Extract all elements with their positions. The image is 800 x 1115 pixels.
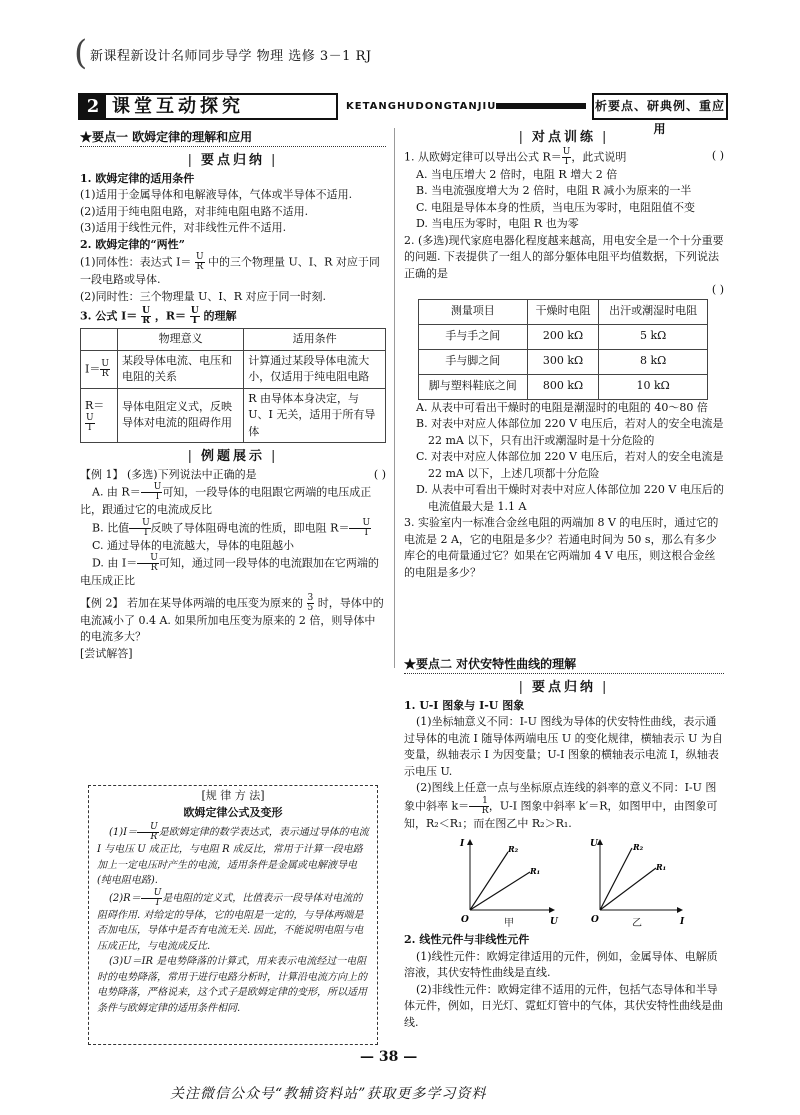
line-r1	[470, 872, 530, 910]
frac-den: I	[144, 527, 148, 538]
table-row	[81, 388, 386, 443]
iv-graphs-svg	[404, 834, 724, 932]
axis-label: I	[680, 917, 685, 927]
right-column-lower	[404, 655, 724, 1031]
q2-option-d: D. 从表中可看出干燥时对表中对应人体部位加 220 V 电压后的电流值最大是 1.1 A	[416, 483, 724, 513]
table-cell: 干燥时电阻	[527, 299, 599, 324]
frac-num: U	[137, 554, 159, 564]
method-item1	[97, 823, 369, 889]
s2-item1	[80, 253, 386, 289]
frac-num: 1	[469, 797, 489, 807]
q1-b: ，此式说明	[571, 150, 627, 163]
table-cell: 测量项目	[419, 299, 528, 324]
fraction-u-over-i	[190, 307, 200, 326]
opt-b-2: 反映了导体阻碍电流的性质，即电阻 R＝	[150, 521, 350, 534]
section-banner	[78, 93, 728, 136]
table-cell: 脚与塑料鞋底之间	[419, 374, 528, 399]
fraction-u-over-i	[141, 483, 163, 502]
s2-heading: 2. 欧姆定律的“两性”	[80, 237, 185, 251]
s2-item2: (2)同时性：三个物理量 U、I、R 对应于同一时刻.	[80, 289, 326, 303]
r1-item2-b: ，U-I 图象中斜率 k′＝R，如图甲中，由图象可知，R₂＜R₁；而在图乙中 R₂＞R₁.	[404, 799, 718, 830]
graphs	[404, 834, 724, 932]
method-tag: [规 律 方 法]	[201, 789, 265, 802]
banner-subtitle: 析要点、研典例、重应用	[592, 93, 728, 120]
table-row	[419, 324, 708, 349]
fraction-u-over-r	[137, 554, 159, 573]
r1-item2-a: (2)图线上任意一点与坐标原点连线的斜率的意义不同：I-U 图象中斜率 k＝	[404, 781, 717, 812]
frac-den: R	[196, 262, 204, 272]
fraction-u-over-r	[137, 823, 159, 842]
q1-text	[404, 148, 626, 167]
table-cell: 8 kΩ	[599, 349, 708, 374]
s2-item1-b: 中的三个物理量 U、I、R 对应于同一段电路或导体.	[80, 255, 380, 286]
opt-d-1: D. 由 I＝	[92, 556, 138, 570]
table-row	[419, 349, 708, 374]
frac-den: R	[101, 368, 109, 379]
table-cell: 10 kΩ	[599, 374, 708, 399]
footer-notice: 关注微信公众号“教辅资料站”获取更多学习资料	[170, 1086, 487, 1102]
caption-yi: 乙	[632, 918, 642, 929]
banner-left	[78, 93, 338, 120]
q1-a: 1. 从欧姆定律可以导出公式 R＝	[404, 150, 562, 163]
s3-c: 的理解	[203, 309, 237, 323]
r2-item2: (2)非线性元件：欧姆定律不适用的元件，包括气态导体和半导体元件，例如，日光灯、霓虹灯管中的气体，其伏安特性曲线是曲线.	[404, 982, 723, 1029]
example-box-title: | 例题展示 |	[80, 447, 386, 467]
fraction-u-over-i	[349, 519, 371, 538]
fraction-u-over-r	[195, 253, 205, 272]
s3-a: 3. 公式 I＝	[80, 309, 138, 323]
q1-paren: ( )	[711, 148, 724, 162]
frac-num: U	[195, 252, 204, 262]
q1-stem	[404, 148, 724, 167]
example2-b: 时，导体中的电流减小了 0.4 A. 如果所加电压变为原来的 2 倍，则导体中的电流多大？	[80, 596, 384, 643]
frac-num: 3	[307, 592, 314, 603]
m2-a: (2)R＝	[109, 892, 141, 904]
origin-label: O	[591, 915, 599, 925]
r1-item2	[404, 780, 724, 832]
line-label: R₂	[508, 844, 519, 854]
table-cell	[81, 329, 118, 351]
table-cell: 手与脚之间	[419, 349, 528, 374]
frac-num: U	[137, 823, 159, 833]
line-label: R₁	[530, 866, 541, 876]
frac-num: U	[190, 306, 199, 316]
frac-den: I	[364, 527, 369, 538]
table-row	[81, 350, 386, 388]
right-column	[404, 128, 724, 581]
m1-b: 是欧姆定律的数学表达式，表示通过导体的电流 I 与电压 U 成正比，与电阻 R 成反比，常用于计算一段电路加上一定电压时产生的电流，适用条件是金属或电解液导电(纯电阻电路).	[97, 827, 369, 886]
frac-den: I	[155, 897, 160, 908]
example1-option-c: C. 通过导体的电流越大，导体的电阻越小	[92, 538, 295, 552]
opt-a-2: 可知，一段导体的电阻跟它两端的电压成正比，跟通过它的电流成反比	[80, 485, 372, 516]
frac-den: R	[150, 563, 158, 573]
s1-item2: (2)适用于纯电阻电路，对非纯电阻电路不适用.	[80, 204, 309, 218]
opt-a-1: A. 由 R＝	[92, 485, 141, 499]
table-cell: R 由导体本身决定，与 U、I 无关，适用于所有导体	[244, 388, 386, 443]
example2	[80, 594, 386, 646]
r1-item1: (1)坐标轴意义不同：I-U 图线为导体的伏安特性曲线，表示通过导体的电流 I 随导体两端电压 U 的变化规律，横轴表示 U 为自变量，纵轴表示 I 为因变量；U-I 图象的横轴表示电流 I，纵轴表示电压 U.	[404, 715, 723, 778]
fraction-u-over-i	[85, 414, 95, 433]
example1-paren: ( )	[373, 467, 386, 481]
q1-option-c: C. 电阻是导体本身的性质，当电压为零时，电阻阻值不变	[416, 200, 696, 214]
frac-den: I	[192, 316, 197, 326]
q2-paren: ( )	[711, 283, 724, 296]
header-bracket: (	[74, 33, 88, 73]
frac-den: R	[481, 805, 489, 816]
table-cell: 300 kΩ	[527, 349, 599, 374]
frac-den: R	[142, 316, 150, 326]
q1-option-a: A. 当电压增大 2 倍时，电阻 R 增大 2 倍	[416, 167, 618, 181]
line-label: R₁	[656, 862, 667, 872]
q2-option-a: A. 从表中可看出干燥时的电阻是潮湿时的电阻的 40～80 倍	[416, 400, 708, 414]
frac-num: U	[142, 306, 150, 316]
resistance-table	[418, 299, 708, 400]
s1-item3: (3)适用于线性元件，对非线性元件不适用.	[80, 221, 287, 234]
line-r1	[600, 868, 656, 910]
graph-yi	[590, 839, 685, 927]
s1-heading: 1. 欧姆定律的适用条件	[80, 171, 195, 185]
formula-table	[80, 328, 386, 443]
table-header-row	[419, 299, 708, 324]
try-answer-label: [尝试解答]	[80, 646, 133, 660]
graph-jia	[459, 839, 559, 927]
table-cell: 计算通过某段导体电流大小，仅适用于纯电阻电路	[244, 350, 386, 388]
method-box	[88, 785, 378, 1045]
fraction-u-over-r	[100, 360, 110, 379]
method-body	[89, 821, 377, 1018]
example1-option-a	[80, 483, 386, 519]
point2-heading: ★要点二 对伏安特性曲线的理解	[404, 655, 724, 674]
opt-d-2: 可知，通过同一段导体的电流跟加在它两端的电压成正比	[80, 556, 379, 587]
frac-den: I	[155, 492, 160, 502]
row-label: I＝	[85, 362, 101, 375]
example1-text: 【例 1】 (多选)下列说法中正确的是	[80, 467, 257, 481]
r2-item1: (1)线性元件：欧姆定律适用的元件，例如，金属导体、电解质溶液，其伏安特性曲线是直线.	[404, 949, 718, 979]
q1-option-d: D. 当电压为零时，电阻 R 也为零	[416, 217, 579, 230]
frac-num: U	[349, 519, 371, 529]
q3-stem: 3. 实验室内一标准合金丝电阻的两端加 8 V 的电压时，通过它的电流是 2 A，它的电阻是多少？若通电时间为 50 s，那么有多少库仑的电荷量通过它？如果在它两端加 4 V 电压，则这根合金丝的电阻是多少？	[404, 516, 719, 579]
table-cell: 800 kΩ	[527, 374, 599, 399]
origin-label: O	[461, 915, 469, 925]
table-cell: 200 kΩ	[527, 324, 599, 349]
method-item3: (3)U＝IR 是电势降落的计算式，用来表示电流经过一电阻时的电势降落，常用于进行电路分析时，计算沿电流方向上的电势降落，严格说来，这个式子是欧姆定律的变形，所以适用条件与欧姆定律的适用条件相同.	[97, 956, 367, 1014]
point1-heading: ★要点一 欧姆定律的理解和应用	[80, 128, 386, 147]
row-label: R＝	[85, 398, 105, 412]
q1-option-b: B. 当电流强度增大为 2 倍时，电阻 R 减小为原来的一半	[416, 184, 692, 197]
page-number: — 38 —	[360, 1049, 418, 1065]
line-r2	[470, 852, 508, 910]
frac-den: I	[88, 423, 92, 433]
table-row	[419, 374, 708, 399]
frac-den: 5	[307, 602, 314, 613]
m2-b: 是电阻的定义式，比值表示一段导体对电流的阻碍作用. 对给定的导体，它的电阻是一定的，与导体两端是否加电压，导体中是否有电流无关. 因此，不能说明电阻与电压成正比，与电流成反比.	[97, 892, 364, 952]
example2-a: 【例 2】 若加在某导体两端的电压变为原来的	[80, 596, 303, 609]
frac-den: I	[564, 156, 569, 167]
training-box-title: | 对点训练 |	[404, 128, 724, 148]
line-r2	[600, 848, 632, 910]
q2-stem: 2. (多选)现代家庭电器化程度越来越高，用电安全是一个十分重要的问题. 下表提供了一组人的部分躯体电阻平均值数据，下列说法正确的是	[404, 233, 724, 280]
r1-heading: 1. U-I 图象与 I-U 图象	[404, 698, 525, 712]
axis-label: U	[550, 917, 558, 927]
frac-num: U	[129, 519, 151, 529]
frac-num: U	[141, 889, 163, 899]
q2-option-c: C. 对表中对应人体部位加 220 V 电压后，若对人的安全电流是 22 mA 以下，上述几项都十分危险	[416, 450, 724, 480]
fraction-u-over-i	[129, 519, 151, 538]
caption-jia: 甲	[504, 918, 514, 929]
frac-num: U	[101, 358, 109, 369]
axis-label: U	[590, 839, 598, 849]
table-cell: 手与手之间	[419, 324, 528, 349]
fraction-one-over-r	[469, 797, 489, 816]
table-cell: 物理意义	[118, 329, 244, 351]
frac-num: U	[562, 146, 571, 157]
table-cell: 导体电阻定义式，反映导体对电流的阻碍作用	[118, 388, 244, 443]
frac-den: R	[150, 832, 158, 842]
example1-option-b	[80, 519, 386, 538]
line-label: R₂	[633, 842, 644, 852]
left-column	[80, 128, 386, 662]
table-cell	[81, 388, 118, 443]
banner-number: 2	[80, 95, 106, 118]
opt-b-1: B. 比值	[92, 521, 130, 534]
table-cell	[81, 350, 118, 388]
fraction-u-over-i	[141, 889, 163, 908]
frac-num: U	[141, 483, 163, 493]
fraction-three-fifths	[307, 594, 315, 613]
example1-option-d	[80, 554, 386, 590]
summary2-box-title: | 要点归纳 |	[404, 678, 724, 698]
table-cell: 出汗或潮湿时电阻	[599, 299, 708, 324]
q2-option-b: B. 对表中对应人体部位加 220 V 电压后，若对人的安全电流是 22 mA 以下，只有出汗或潮湿时是十分危险的	[416, 417, 724, 447]
summary-box-title: | 要点归纳 |	[80, 151, 386, 171]
method-title: 欧姆定律公式及变形	[183, 805, 283, 819]
s3-b: ，R＝	[154, 309, 186, 323]
banner-title: 课堂互动探究	[112, 96, 244, 117]
table-cell: 适用条件	[244, 329, 386, 351]
s2-item1-a: (1)同体性：表达式 I＝	[80, 255, 192, 269]
frac-num: U	[86, 413, 94, 423]
m1-a: (1)I＝	[109, 827, 138, 838]
banner-bar	[496, 103, 586, 109]
r2-heading: 2. 线性元件与非线性元件	[404, 933, 530, 946]
table-cell: 5 kΩ	[599, 324, 708, 349]
axis-label: I	[460, 839, 465, 849]
s3-heading	[80, 307, 386, 326]
method-item2	[97, 889, 369, 955]
s1-item1: (1)适用于金属导体和电解液导体，气体或半导体不适用.	[80, 188, 353, 201]
banner-pinyin: KETANGHUDONGTANJIU	[346, 101, 497, 112]
table-cell: 某段导体电流、电压和电阻的关系	[118, 350, 244, 388]
example1-stem	[80, 467, 386, 484]
column-divider	[394, 128, 395, 668]
table-header-row	[81, 329, 386, 351]
fraction-u-over-r	[141, 307, 151, 326]
running-header: 新课程新设计名师同步导学 物理 选修 3－1 RJ	[90, 49, 372, 64]
fraction-u-over-i	[562, 148, 572, 167]
